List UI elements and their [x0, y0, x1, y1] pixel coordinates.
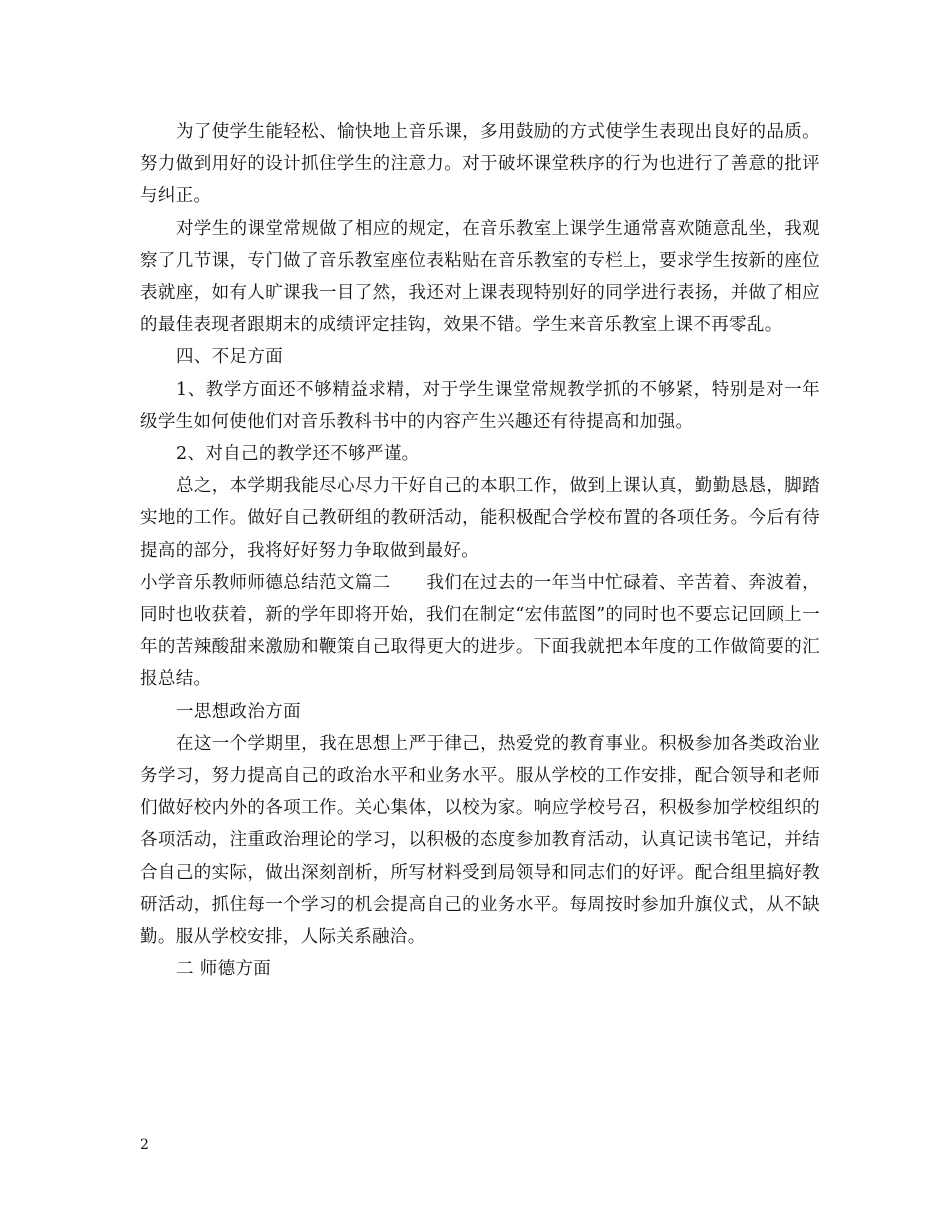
section-heading-political: 一思想政治方面 [176, 701, 301, 722]
page-number: 2 [140, 1137, 149, 1153]
paragraph-conclusion: 总之，本学期我能尽心尽力干好自己的本职工作，做到上课认真，勤勤恳恳，脚踏实地的工作。做好自己教研组的教研活动，能积极配合学校布置的各项任务。今后有待提高的部分，我将好好努力争取做到最好。 [140, 476, 820, 561]
paragraph-political: 在这一个学期里，我在思想上严于律己，热爱党的教育事业。积极参加各类政治业务学习，努力提高自己的政治水平和业务水平。服从学校的工作安排，配合领导和老师们做好校内外的各项工作。关心集体，以校为家。响应学校号召，积极参加学校组织的各项活动，注重政治理论的学习，以积极的态度参加教育活动，认真记读书笔记，并结合自己的实际，做出深刻剖析，所写材料受到局领导和同志们的好评。配合组里搞好教研活动，抓住每一个学习的机会提高自己的业务水平。每周按时参加升旗仪式，从不缺勤。服从学校安排，人际关系融洽。 [140, 733, 820, 948]
paragraph-shortcoming-2: 2、对自己的教学还不够严谨。 [176, 444, 420, 465]
paragraph-article-two-intro: 小学音乐教师师德总结范文篇二 我们在过去的一年当中忙碌着、辛苦着、奔波着，同时也收获着，新的学年即将开始，我们在制定“宏伟蓝图”的同时也不要忘记回顾上一年的苦辣酸甜来激励和鞭策自己取得更大的进步。下面我就把本年度的工作做简要的汇报总结。 [140, 572, 820, 690]
paragraph-1: 为了使学生能轻松、愉快地上音乐课，多用鼓励的方式使学生表现出良好的品质。努力做到用好的设计抓住学生的注意力。对于破坏课堂秩序的行为也进行了善意的批评与纠正。 [140, 122, 820, 207]
paragraph-2: 对学生的课堂常规做了相应的规定，在音乐教室上课学生通常喜欢随意乱坐，我观察了几节课，专门做了音乐教室座位表粘贴在音乐教室的专栏上，要求学生按新的座位表就座，如有人旷课我一目了然，我还对上课表现特别好的同学进行表扬，并做了相应的最佳表现者跟期末的成绩评定挂钩，效果不错。学生来音乐教室上课不再零乱。 [140, 218, 820, 336]
section-heading-ethics: 二 师德方面 [176, 959, 272, 980]
paragraph-shortcoming-1: 1、教学方面还不够精益求精，对于学生课堂常规教学抓的不够紧，特别是对一年级学生如何使他们对音乐教科书中的内容产生兴趣还有待提高和加强。 [140, 379, 820, 432]
section-heading-shortcomings: 四、不足方面 [176, 347, 284, 368]
document-body [140, 116, 820, 985]
